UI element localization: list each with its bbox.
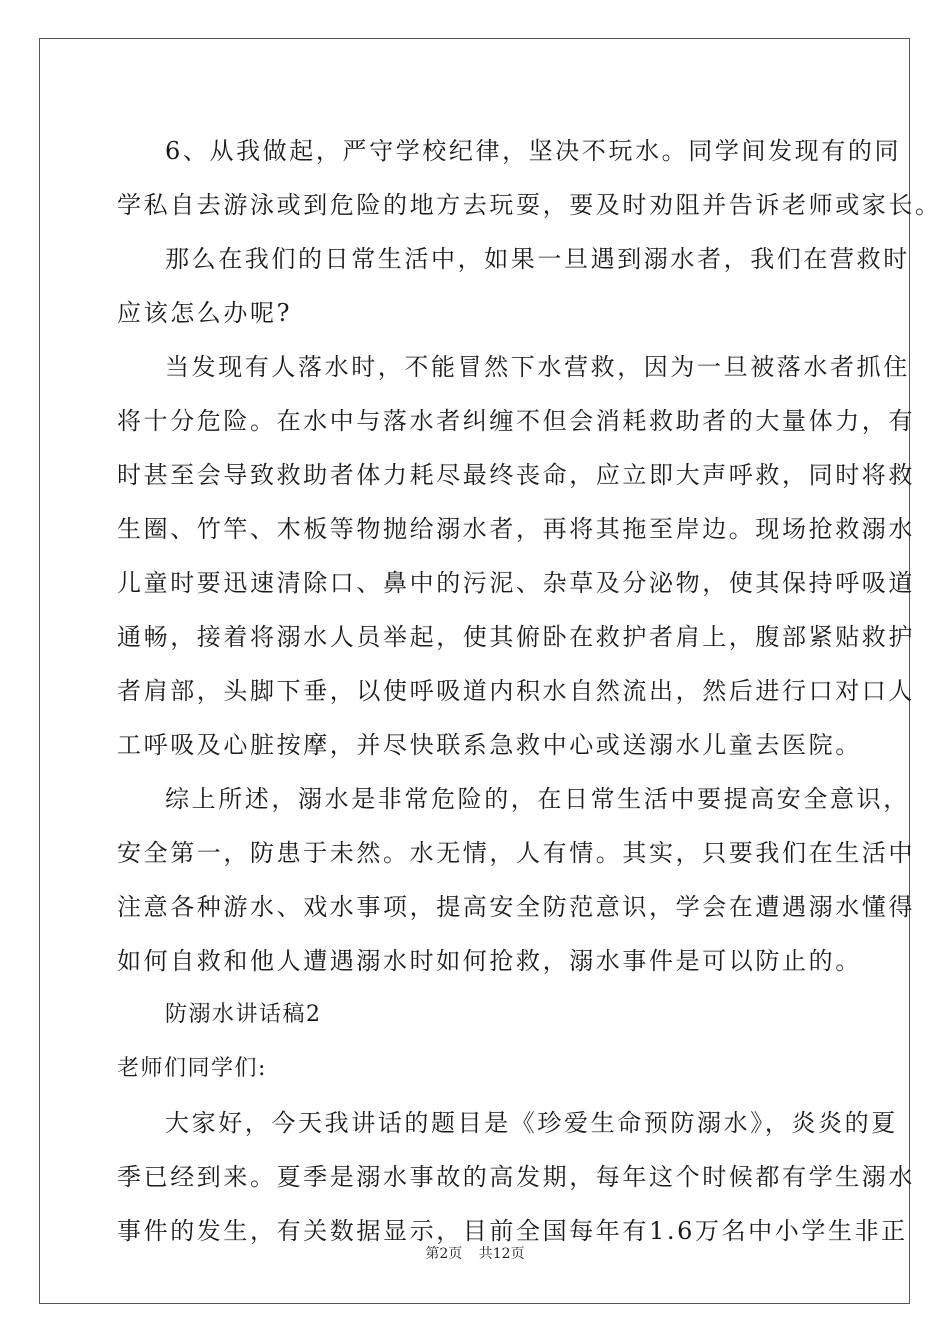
text-line: 大家好，今天我讲话的题目是《珍爱生命预防溺水》，炎炎的夏 <box>165 1109 898 1137</box>
text-line: 注意各种游水、戏水事项，提高安全防范意识，学会在遭遇溺水懂得 <box>117 893 915 921</box>
text-line: 事件的发生，有关数据显示，目前全国每年有1.6万名中小学生非正 <box>117 1217 908 1245</box>
text-line: 时甚至会导致救助者体力耗尽最终丧命，应立即大声呼救，同时将救 <box>117 461 915 489</box>
text-line: 儿童时要迅速清除口、鼻中的污泥、杂草及分泌物，使其保持呼吸道 <box>117 569 915 597</box>
text-line: 安全第一，防患于未然。水无情，人有情。其实，只要我们在生活中 <box>117 839 915 867</box>
text-line: 通畅，接着将溺水人员举起，使其俯卧在救护者肩上，腹部紧贴救护 <box>117 623 915 651</box>
page-total: 共12页 <box>478 1246 525 1262</box>
paragraph <box>117 772 915 988</box>
paragraph <box>117 124 942 232</box>
page-footer <box>0 1243 950 1263</box>
text-line: 那么在我们的日常生活中，如果一旦遇到溺水者，我们在营救时 <box>165 245 910 273</box>
text-line: 季已经到来。夏季是溺水事故的高发期，每年这个时候都有学生溺水 <box>117 1163 915 1191</box>
document-body <box>117 124 942 1258</box>
paragraph <box>117 1096 915 1258</box>
page-number: 第2页 <box>425 1246 463 1262</box>
text-line: 当发现有人落水时，不能冒然下水营救，因为一旦被落水者抓住 <box>165 353 910 381</box>
text-line: 应该怎么办呢? <box>117 299 293 327</box>
section-heading: 防溺水讲话稿2 <box>165 1002 322 1027</box>
text-line: 6、从我做起，严守学校纪律，坚决不玩水。同学间发现有的同 <box>165 137 902 165</box>
paragraph <box>117 340 915 772</box>
salutation: 老师们同学们: <box>117 1056 267 1081</box>
text-line: 学私自去游泳或到危险的地方去玩耍，要及时劝阻并告诉老师或家长。 <box>117 191 942 219</box>
text-line: 工呼吸及心脏按摩，并尽快联系急救中心或送溺水儿童去医院。 <box>117 731 862 759</box>
paragraph <box>117 232 910 340</box>
text-line: 将十分危险。在水中与落水者纠缠不但会消耗救助者的大量体力，有 <box>117 407 915 435</box>
text-line: 如何自救和他人遭遇溺水时如何抢救，溺水事件是可以防止的。 <box>117 947 862 975</box>
text-line: 生圈、竹竿、木板等物抛给溺水者，再将其拖至岸边。现场抢救溺水 <box>117 515 915 543</box>
text-line: 者肩部，头脚下垂，以使呼吸道内积水自然流出，然后进行口对口人 <box>117 677 915 705</box>
text-line: 综上所述，溺水是非常危险的，在日常生活中要提高安全意识， <box>165 785 910 813</box>
